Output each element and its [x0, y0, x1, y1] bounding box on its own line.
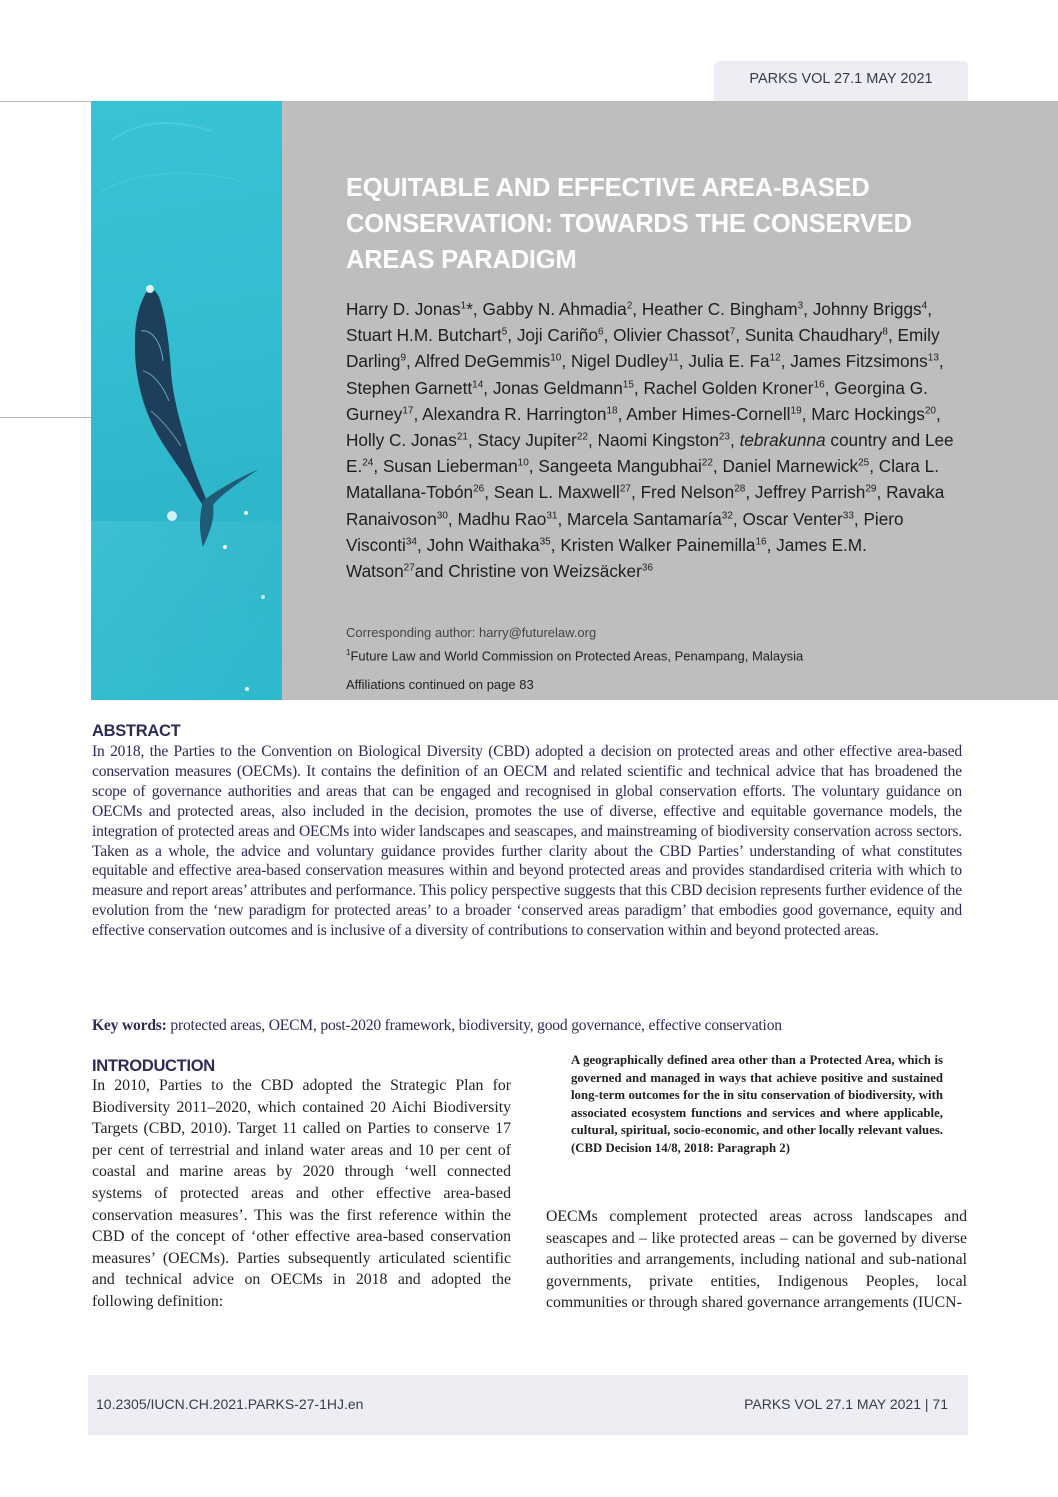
author-name: Alfred DeGemmis$^{10}$ [414, 351, 562, 372]
affiliation-number: 18 [606, 405, 618, 417]
affiliation-number: 34 [405, 536, 417, 548]
affiliation-number: 19 [790, 405, 802, 417]
affiliation-number: 17 [402, 405, 414, 417]
abstract-body: In 2018, the Parties to the Convention on Biological Diversity (CBD) adopted a decision on protected areas and other effective area-based conservation measures (OECMs). It contains the definition of an OECM and related scientific and technical advice that has broadened the scope of governance authorities and areas that can be engaged and recognised in global conservation efforts. The voluntary guidance on OECMs and protected areas, also included in the decision, promotes the use of diverse, effective and equitable governance models, the integration of protected areas and OECMs into wider landscapes and seascapes, and mainstreaming of biodiversity conservation across sectors. Taken as a whole, the advice and voluntary guidance provides further clarity about the CBD Parties’ understanding of what constitutes equitable and effective area-based conservation measures within and beyond protected areas and provides standardised criteria with which to measure and report areas’ attributes and performance. This policy perspective suggests that this CBD decision represents further evidence of the evolution from the ‘new paradigm for protected areas’ to a broader ‘conserved areas paradigm’ that embodies good governance, equity and effective conservation outcomes and is inclusive of a diversity of contributions to conservation within and beyond protected areas. [92, 743, 962, 940]
affiliation-number: 23 [718, 431, 730, 443]
affiliation-number: 9 [400, 352, 407, 364]
author-name: Emily Darling$^9$ [346, 325, 940, 372]
author-name: Jonas Geldmann$^{15}$ [492, 377, 634, 398]
affiliation-number: 26 [473, 483, 485, 495]
keywords-list: protected areas, OECM, post-2020 framework, biodiversity, good governance, effective conservation [170, 1017, 782, 1034]
introduction-paragraph: OECMs complement protected areas across landscapes and seascapes and – like protected areas – can be governed by diverse authorities and arrangements, including national and sub-national governments, private entities, Indigenous Peoples, local communities or through shared governance arrangements (IUCN- [546, 1208, 967, 1312]
keywords-label: Key words: [92, 1017, 167, 1034]
keywords [92, 1016, 972, 1036]
divider-line [0, 101, 91, 102]
affiliation-number: 11 [668, 352, 679, 364]
author-name: Amber Himes-Cornell$^{19}$ [626, 403, 802, 424]
affiliation-number: 10 [550, 352, 562, 364]
affiliation-number: 7 [729, 326, 736, 338]
affiliation-number: 15 [622, 378, 634, 390]
author-name: Clara L. Matallana-Tobón$^{26}$ [346, 456, 939, 503]
affiliation-number: 8 [882, 326, 888, 338]
author-name: tebrakunna country and Lee E.$^{24}$ [346, 430, 954, 477]
affiliation-number: 14 [472, 378, 484, 390]
author-name: Heather C. Bingham$^3$ [641, 299, 804, 319]
author-name: Sean L. Maxwell$^{27}$ [493, 482, 631, 503]
author-name: James Fitzsimons$^{13}$ [790, 351, 939, 372]
affiliation-number: 16 [813, 378, 825, 390]
author-name: Joji Cariño$^6$ [516, 325, 604, 346]
author-name: Holly C. Jonas$^{21}$ [346, 430, 468, 451]
introduction-paragraph: In 2010, Parties to the CBD adopted the Strategic Plan for Biodiversity 2011–2020, which contained 20 Aichi Biodiversity Targets (CBD, 2010). Target 11 called on Parties to conserve 17 per cent of terrestrial and inland water areas and 10 per cent of coastal and marine areas by 2020 through ‘well connected systems of protected areas and other effective area-based conservation measures’. This was the first reference within the CBD of the concept of ‘other effective area-based conservation measures’ (OECMs). Parties subsequently articulated scientific and technical advice on OECMs in 2018 and adopted the following definition: [92, 1077, 511, 1310]
affiliation-number: 27 [619, 483, 631, 495]
affiliation-number: 1 [460, 300, 467, 312]
affiliation-number: 4 [921, 300, 928, 312]
author-name: Christine von Weizsäcker$^{36}$ [448, 561, 653, 582]
abstract-heading: ABSTRACT [92, 722, 181, 740]
affiliation-number: 21 [456, 431, 468, 443]
affiliations-continued-note: Affiliations continued on page 83 [346, 677, 534, 692]
author-name: Piero Visconti$^{34}$ [346, 508, 904, 555]
affiliation-1 [346, 644, 803, 664]
affiliation-number: 28 [734, 483, 746, 495]
whale-illustration-icon [91, 101, 282, 700]
affiliation-number: 30 [436, 509, 448, 521]
author-name: Sunita Chaudhary$^8$ [744, 325, 888, 346]
affiliation-number: 35 [539, 536, 551, 548]
affiliation-number: 33 [842, 509, 854, 521]
article-title: EQUITABLE AND EFFECTIVE AREA-BASED CONSERVATION: TOWARDS THE CONSERVED AREAS PARADIGM [346, 174, 912, 274]
author-name: Susan Lieberman$^{10}$ [382, 456, 529, 477]
author-name: Marc Hockings$^{20}$ [811, 403, 936, 424]
author-name: Sangeeta Mangubhai$^{22}$ [538, 456, 713, 477]
author-name: Daniel Marnewick$^{25}$ [722, 456, 870, 477]
affiliation-number: 22 [701, 457, 713, 469]
doi-text: 10.2305/IUCN.CH.2021.PARKS-27-1HJ.en [96, 1396, 364, 1412]
author-name: Nigel Dudley$^{11}$ [570, 351, 679, 372]
author-name: Fred Nelson$^{28}$ [640, 482, 746, 503]
author-name: Johnny Briggs$^4$ [812, 299, 928, 319]
author-name: Alexandra R. Harrington$^{18}$ [422, 403, 618, 424]
affiliation-number: 3 [797, 300, 804, 312]
affiliation-text: Future Law and World Commission on Protected Areas, Penampang, Malaysia [350, 648, 804, 664]
author-name: Stuart H.M. Butchart$^5$ [346, 325, 508, 346]
author-name: Madhu Rao$^{31}$ [457, 508, 558, 529]
affiliation-number: 36 [641, 562, 653, 574]
affiliation-number: 31 [546, 509, 558, 521]
author-name: Georgina G. Gurney$^{17}$ [346, 377, 928, 424]
author-name: Marcela Santamaría$^{32}$ [567, 508, 733, 529]
author-name-italic: tebrakunna [739, 430, 826, 451]
author-name: Jeffrey Parrish$^{29}$ [754, 482, 877, 503]
author-name: Ravaka Ranaivoson$^{30}$ [346, 482, 945, 529]
journal-issue-header: PARKS VOL 27.1 MAY 2021 [714, 61, 968, 101]
affiliation-number: 2 [626, 300, 633, 312]
author-name: Stephen Garnett$^{14}$ [346, 377, 484, 398]
author-name: Julia E. Fa$^{12}$ [688, 351, 781, 372]
affiliation-number: 16 [755, 536, 767, 548]
author-name: Olivier Chassot$^7$ [613, 325, 736, 346]
divider-line [0, 417, 91, 418]
affiliation-number: 6 [598, 326, 604, 338]
whale-photo [91, 101, 282, 700]
introduction-heading: INTRODUCTION [92, 1057, 215, 1075]
author-name: John Waithaka$^{35}$ [426, 534, 551, 555]
corresponding-author: Corresponding author: harry@futurelaw.org [346, 625, 597, 640]
author-name: Naomi Kingston$^{23}$ [597, 430, 730, 451]
affiliation-number: 27 [403, 562, 415, 574]
affiliation-number: 1 [346, 648, 351, 657]
oecm-definition-quote: A geographically defined area other than a Protected Area, which is governed and managed in ways that achieve positive and sustained long-term outcomes for the in situ conservation of biodiversity, with associated ecosystem functions and services and where applicable, cultural, spiritual, socio-economic, and other locally relevant values. (CBD Decision 14/8, 2018: Paragraph 2) [571, 1053, 943, 1155]
author-name: Rachel Golden Kroner$^{16}$ [643, 377, 825, 398]
affiliation-number: 24 [362, 457, 374, 469]
affiliation-number: 22 [576, 431, 588, 443]
author-name: Kristen Walker Painemilla$^{16}$ [560, 534, 767, 555]
author-name: Gabby N. Ahmadia$^2$ [482, 299, 633, 319]
affiliation-number: 10 [517, 457, 529, 469]
affiliation-number: 12 [769, 352, 781, 364]
issue-page-number: PARKS VOL 27.1 MAY 2021 | 71 [744, 1396, 948, 1412]
author-name: Oscar Venter$^{33}$ [742, 508, 854, 529]
page-footer [88, 1375, 968, 1435]
affiliation-number: 29 [865, 483, 877, 495]
affiliation-number: 13 [927, 352, 939, 364]
author-list: Harry D. Jonas$^1$*, Gabby N. Ahmadia$^2$, Heather C. Bingham$^3$, Johnny Briggs$^4$, Stuart H.M. Butchart$^5$, Joji Cariño$^6$, Olivier Chassot$^7$, Sunita Chaudhary$^8$, Emily Darling$^9$, Alfred DeGemmis$^{10}$, Nigel Dudley$^{11}$, Julia E. Fa$^{12}$, James Fitzsimons$^{13}$, Stephen Garnett$^{14}$, Jonas Geldmann$^{15}$, Rachel Golden Kroner$^{16}$, Georgina G. Gurney$^{17}$, Alexandra R. Harrington$^{18}$, Amber Himes-Cornell$^{19}$, Marc Hockings$^{20}$, Holly C. Jonas$^{21}$, Stacy Jupiter$^{22}$, Naomi Kingston$^{23}$, tebrakunna country and Lee E.$^{24}$, Susan Lieberman$^{10}$, Sangeeta Mangubhai$^{22}$, Daniel Marnewick$^{25}$, Clara L. Matallana-Tobón$^{26}$, Sean L. Maxwell$^{27}$, Fred Nelson$^{28}$, Jeffrey Parrish$^{29}$, Ravaka Ranaivoson$^{30}$, Madhu Rao$^{31}$, Marcela Santamaría$^{32}$, Oscar Venter$^{33}$, Piero Visconti$^{34}$, John Waithaka$^{35}$, Kristen Walker Painemilla$^{16}$, James E.M. Watson$^{27}$and Christine von Weizsäcker$^{36}$ [346, 299, 954, 582]
author-name: James E.M. Watson$^{27}$ [346, 534, 867, 582]
affiliation-number: 5 [501, 326, 508, 338]
affiliation-number: 32 [721, 509, 733, 521]
affiliation-number: 25 [858, 457, 870, 469]
affiliation-number: 20 [924, 405, 936, 417]
author-name: Stacy Jupiter$^{22}$ [477, 430, 588, 451]
author-name: Harry D. Jonas$^1$* [346, 299, 473, 319]
